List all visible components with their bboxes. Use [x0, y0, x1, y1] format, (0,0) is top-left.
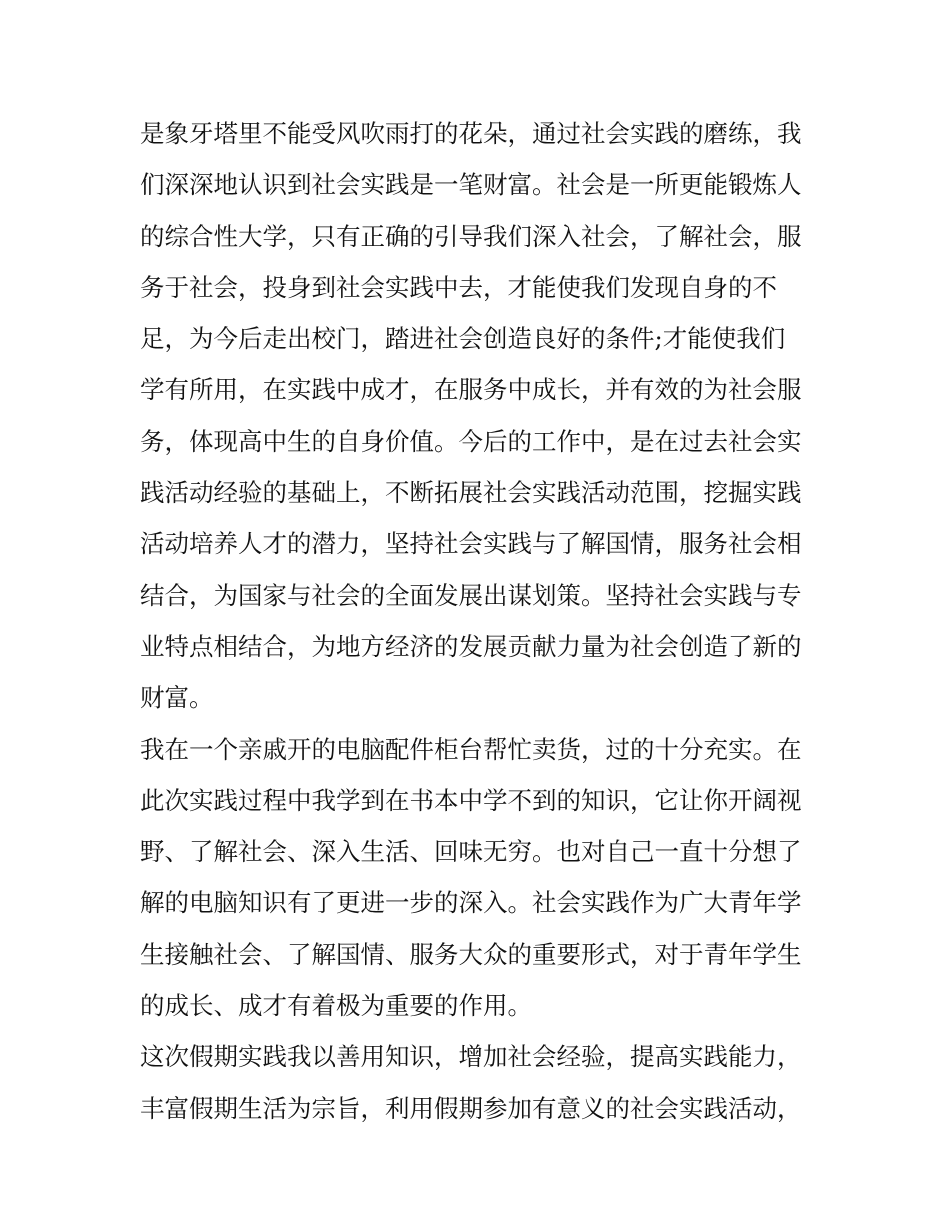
text-line: 这次假期实践我以善用知识，增加社会经验，提高实践能力， — [140, 1042, 802, 1072]
text-line: 务于社会，投身到社会实践中去，才能使我们发现自身的不 — [140, 272, 777, 302]
text-line: 们深深地认识到社会实践是一笔财富。社会是一所更能锻炼人 — [140, 170, 802, 200]
text-line: 结合，为国家与社会的全面发展出谋划策。坚持社会实践与专 — [140, 580, 802, 610]
text-line: 活动培养人才的潜力，坚持社会实践与了解国情，服务社会相 — [140, 529, 802, 559]
text-line: 是象牙塔里不能受风吹雨打的花朵，通过社会实践的磨练，我 — [140, 119, 802, 148]
text-line: 践活动经验的基础上，不断拓展社会实践活动范围，挖掘实践 — [140, 478, 802, 508]
text-line: 此次实践过程中我学到在书本中学不到的知识，它让你开阔视 — [140, 785, 802, 815]
text-line: 野、了解社会、深入生活、回味无穷。也对自己一直十分想了 — [140, 837, 802, 867]
text-line: 的成长、成才有着极为重要的作用。 — [140, 991, 532, 1021]
text-line: 生接触社会、了解国情、服务大众的重要形式，对于青年学生 — [140, 939, 802, 969]
text-line: 的综合性大学，只有正确的引导我们深入社会，了解社会，服 — [140, 221, 802, 251]
text-line: 财富。 — [140, 683, 214, 713]
text-line: 我在一个亲戚开的电脑配件柜台帮忙卖货，过的十分充实。在 — [140, 734, 802, 764]
text-line: 解的电脑知识有了更进一步的深入。社会实践作为广大青年学 — [140, 888, 802, 918]
text-line: 丰富假期生活为宗旨，利用假期参加有意义的社会实践活动， — [140, 1093, 802, 1123]
text-line: 学有所用，在实践中成才，在服务中成长，并有效的为社会服 — [140, 375, 802, 405]
text-line: 务，体现高中生的自身价值。今后的工作中，是在过去社会实 — [140, 426, 802, 456]
body-text — [140, 108, 820, 1134]
text-line: 业特点相结合，为地方经济的发展贡献力量为社会创造了新的 — [140, 631, 802, 661]
text-line: 足，为今后走出校门，踏进社会创造良好的条件;才能使我们 — [140, 324, 786, 354]
